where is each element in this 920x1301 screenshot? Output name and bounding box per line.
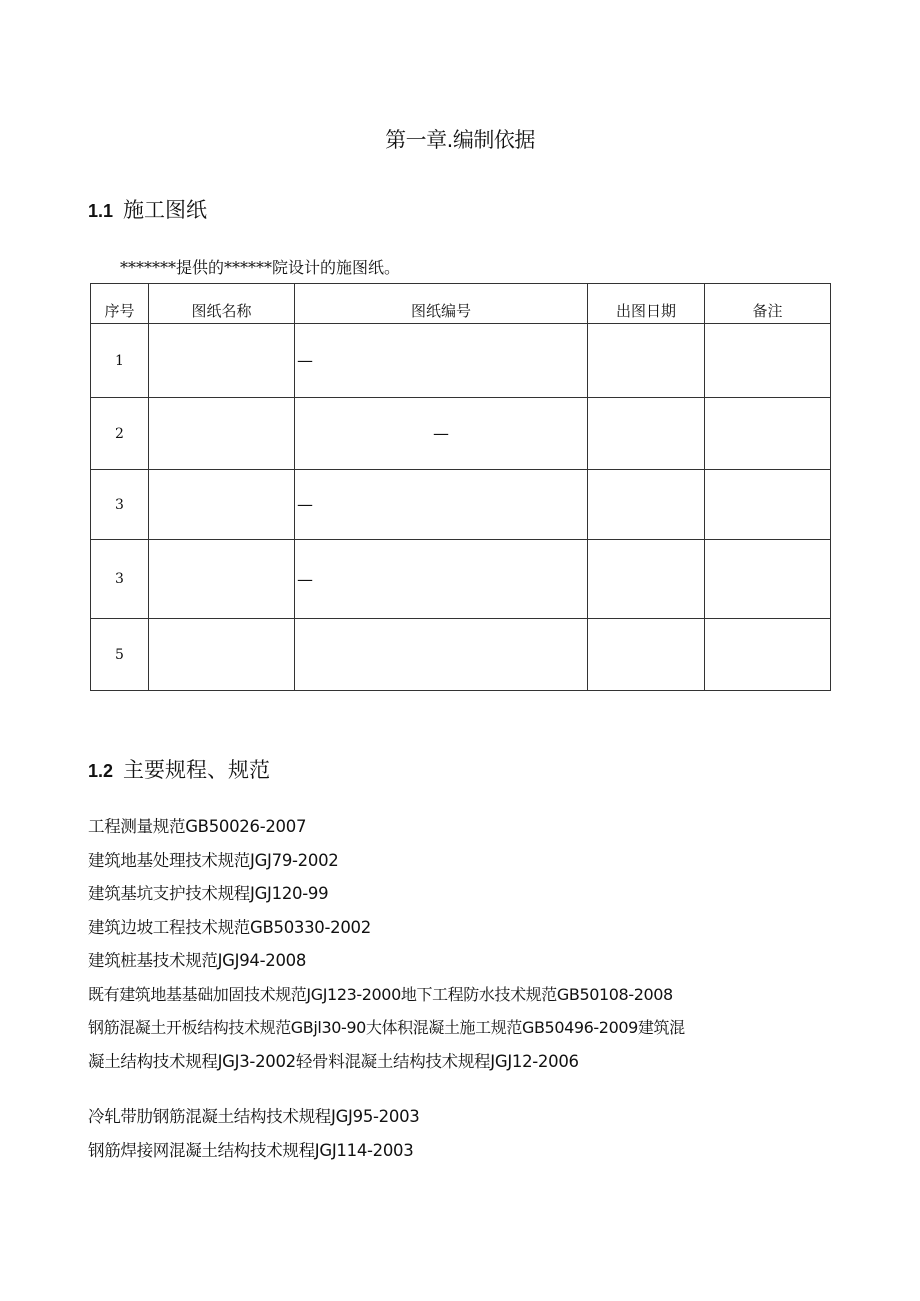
issue-date-cell xyxy=(588,540,705,619)
drawing-code-cell xyxy=(295,470,588,540)
issue-date-cell xyxy=(588,470,705,540)
row-number: 5 xyxy=(91,619,149,691)
standard-item: 钢筋焊接网混凝土结构技术规程JGJ114-2003 xyxy=(88,1140,414,1160)
drawing-name-cell xyxy=(149,324,295,398)
drawing-name-cell xyxy=(149,470,295,540)
drawing-code-cell xyxy=(295,398,588,470)
standard-item: 建筑基坑支护技术规程JGJ120-99 xyxy=(88,884,329,903)
drawing-name-cell xyxy=(149,619,295,691)
row-number: 3 xyxy=(91,540,149,619)
table-header-row xyxy=(91,284,831,324)
column-header: 出图日期 xyxy=(588,284,705,324)
row-number: 3 xyxy=(91,470,149,540)
drawing-code-cell xyxy=(295,540,588,619)
remark-cell xyxy=(705,324,831,398)
table-row xyxy=(91,470,831,540)
column-header: 图纸编号 xyxy=(295,284,588,324)
drawing-name-cell xyxy=(149,398,295,470)
table-row xyxy=(91,540,831,619)
chapter-title: 第一章.编制依据 xyxy=(385,128,535,152)
table-row xyxy=(91,324,831,398)
standard-item: 钢筋混凝土开板结构技术规范GBjl30-90大体积混凝土施工规范GB50496-2009建筑混 xyxy=(88,1018,685,1037)
drawing-code-value: — xyxy=(297,351,313,370)
standards-list xyxy=(88,810,848,1167)
column-header: 备注 xyxy=(705,284,831,324)
drawings-table xyxy=(90,283,831,691)
column-header: 图纸名称 xyxy=(149,284,295,324)
column-header: 序号 xyxy=(91,284,149,324)
drawings-intro-text: *******提供的******院设计的施图纸。 xyxy=(120,258,401,277)
standard-item: 凝土结构技术规程JGJ3-2002轻骨料混凝土结构技术规程JGJ12-2006 xyxy=(88,1051,579,1071)
remark-cell xyxy=(705,619,831,691)
remark-cell xyxy=(705,470,831,540)
section-title: 主要规程、规范 xyxy=(123,758,271,782)
remark-cell xyxy=(705,398,831,470)
issue-date-cell xyxy=(588,324,705,398)
row-number: 1 xyxy=(91,324,149,398)
drawing-code-value: — xyxy=(297,569,313,589)
issue-date-cell xyxy=(588,619,705,691)
section-number: 1.1 xyxy=(88,201,114,221)
standard-item: 建筑地基处理技术规范JGJ79-2002 xyxy=(88,850,339,870)
row-number: 2 xyxy=(91,398,149,470)
section-heading-standards xyxy=(88,756,270,785)
remark-cell xyxy=(705,540,831,619)
section-title: 施工图纸 xyxy=(123,198,208,222)
drawing-code-value: — xyxy=(433,424,449,443)
drawing-code-cell xyxy=(295,619,588,691)
drawing-code-value: — xyxy=(297,495,313,514)
issue-date-cell xyxy=(588,398,705,470)
table-row xyxy=(91,619,831,691)
standard-item: 冷轧带肋钢筋混凝土结构技术规程JGJ95-2003 xyxy=(88,1107,420,1126)
standard-item: 建筑边坡工程技术规范GB50330-2002 xyxy=(88,917,371,937)
section-number: 1.2 xyxy=(88,761,114,781)
standard-item: 工程测量规范GB50026-2007 xyxy=(88,817,307,836)
standard-item: 既有建筑地基基础加固技术规范JGJ123-2000地下工程防水技术规范GB50108-2008 xyxy=(88,984,673,1004)
drawing-name-cell xyxy=(149,540,295,619)
table-row xyxy=(91,398,831,470)
section-heading-drawings xyxy=(88,196,207,225)
drawing-code-cell xyxy=(295,324,588,398)
standard-item: 建筑桩基技术规范JGJ94-2008 xyxy=(88,951,307,970)
